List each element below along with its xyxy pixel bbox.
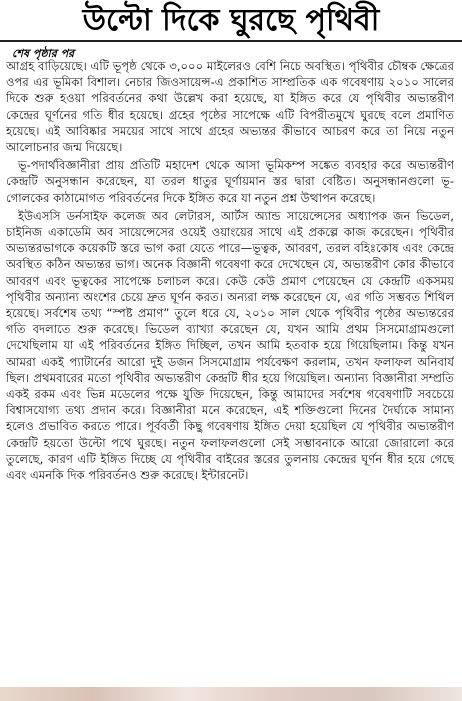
article-paragraph-1: আগ্রহ বাড়িয়েছে। এটি ভূপৃষ্ঠ থেকে ৩,০০০ মাইলেরও বেশি নিচে অবস্থিত। পৃথিবীর চৌম্বক ক্ষেত্রের ওপর এর ভূমিকা বিশাল। নেচার জিওসায়েন্স-এ প্রকাশিত সাম্প্রতিক এক গবেষণায় ২০১০ সালের দিকে শুরু হওয়া পরিবর্তনের কথা উল্লেখ করা হয়েছে, যা ইঙ্গিত করে যে পৃথিবীর অভ্যন্তরীণ কেন্দ্রের ঘূর্ণনের গতি ধীর হয়েছে। গ্রহের পৃষ্ঠের সাপেক্ষে এটি বিপরীতমুখে ঘুরছে বলে প্রমাণিত হয়েছে। এই আবিষ্কার সময়ের সাথে সাথে গ্রহের অভ্যন্তর কীভাবে আচরণ করে তা নিয়ে নতুন আলোচনার জন্ম দিয়েছে। [6, 59, 454, 155]
article-body [6, 58, 454, 678]
cropped-photo-strip [0, 687, 462, 701]
article-paragraph-3: ইউএসসি ডর্নসাইফ কলেজ অব লেটারস, আর্টস অ্যান্ড সায়েন্সেসের অধ্যাপক জন ভিডেল, চাইনিজ একাডেমি অব সায়েন্সেসের ওয়েই ওয়াংয়ের সাথে এই প্রকল্পে কাজ করেছেন। পৃথিবীর অভ্যন্তরভাগকে কয়েকটি স্তরে ভাগ করা যেতে পারে—ভূত্বক, আবরণ, তরল বহিঃকোষ এবং কেন্দ্রে অবস্থিত কঠিন অভ্যন্তর ভাগ। অনেক বিজ্ঞানী গবেষণা করে দেখেছেন যে, অভ্যন্তরীণ কোর কীভাবে আবরণ এবং ভূত্বকের সাপেক্ষে চলাচল করে। কেউ কেউ প্রমাণ পেয়েছেন যে কেন্দ্রটি একসময় পৃথিবীর অন্যান্য অংশের চেয়ে দ্রুত ঘূর্ণন করত। অন্যরা লক্ষ করেছেন যে, এর গতি সম্ভবত শিথিল হয়েছে। সর্বশেষ তথ্য “স্পষ্ট প্রমাণ” তুলে ধরে যে, ২০১০ সাল থেকে পৃথিবীর পৃষ্ঠের অভ্যন্তরের গতি বদলাতে শুরু করেছে। ভিডেল ব্যাখ্যা করেছেন যে, যখন আমি প্রথম সিসমোগ্রামগুলো দেখেছিলাম যা এই পরিবর্তনের ইঙ্গিত দিচ্ছিল, তখন আমি হতবাক হয়ে গিয়েছিলাম। কিন্তু যখন আমরা একই প্যাটার্নের আরো দুই ডজন সিসমোগ্রাম পর্যবেক্ষণ করলাম, তখন ফলাফল অনিবার্য ছিল। প্রথমবারের মতো পৃথিবীর অভ্যন্তরীণ কেন্দ্রটি ধীর হয়ে গিয়েছিল। অন্যান্য বিজ্ঞানীরা সম্প্রতি একই রকম এবং ভিন্ন মডেলের পক্ষে যুক্তি দিয়েছেন, কিন্তু আমাদের সর্বশেষ গবেষণাটি সবচেয়ে বিশ্বাসযোগ্য তথ্য প্রদান করে। বিজ্ঞানীরা মনে করেছেন, এই শক্তিগুলো দিনের দৈর্ঘ্যকে সামান্য হলেও প্রভাবিত করতে পারে। পূর্ববর্তী কিছু গবেষণায় ইঙ্গিত দেয়া হয়েছিল যে পৃথিবীর অভ্যন্তরীণ কেন্দ্রটি হয়তো উল্টো পথে ঘুরছে। নতুন ফলাফলগুলো সেই সম্ভাবনাকে আরো জোরালো করে তুলেছে, কারণ এটি ইঙ্গিত দিচ্ছে যে পৃথিবীর বাইরের স্তরের তুলনায় কেন্দ্রের ঘূর্ণন ধীর হয়ে গেছে এবং এমনকি দিক পরিবর্তনও শুরু করেছে। ইন্টারনেট। [6, 208, 454, 483]
continued-from-label: শেষ পৃষ্ঠার পর [12, 47, 75, 60]
headline-rule [0, 40, 462, 42]
article-headline: উল্টো দিকে ঘুরছে পৃথিবী [82, 3, 380, 38]
article-paragraph-2: ভূ-পদার্থবিজ্ঞানীরা প্রায় প্রতিটি মহাদেশ থেকে আসা ভূমিকম্প সঙ্কেত ব্যবহার করে অভ্যন্তরীণ কেন্দ্রটি অনুসন্ধান করেছেন, যা তরল ধাতুর ঘূর্ণায়মান স্তর দ্বারা বেষ্টিত। অনুসন্ধানগুলো ভূ-গোলকের কাঠামোগত পরিবর্তনের দিকে ইঙ্গিত করে যা নতুন প্রশ্ন উত্থাপন করেছে। [6, 158, 454, 205]
